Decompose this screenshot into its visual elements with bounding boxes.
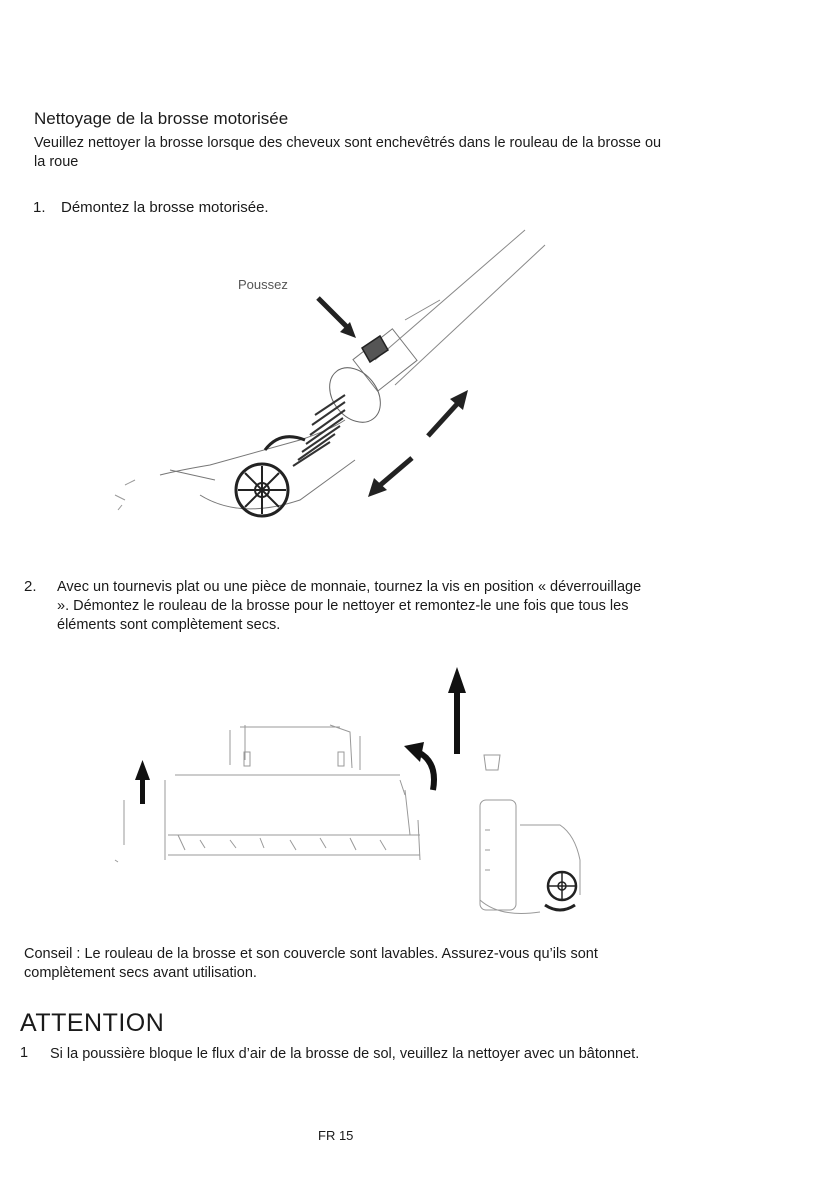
step-1-number: 1.	[33, 199, 46, 216]
page-number: FR 15	[318, 1128, 354, 1143]
section-title: Nettoyage de la brosse motorisée	[34, 109, 289, 128]
attention-item-number: 1	[20, 1045, 29, 1061]
push-callout: Poussez	[238, 277, 288, 292]
attention-item-text: Si la poussière bloque le flux d’air de la brosse de sol, veuillez la nettoyer avec un bâtonnet.	[50, 1046, 640, 1062]
step-1-text: Démontez la brosse motorisée.	[61, 199, 269, 216]
attention-heading: ATTENTION	[20, 1009, 165, 1037]
step-2-text: Avec un tournevis plat ou une pièce de monnaie, tournez la vis en position « déverrouillage ». Démontez le rouleau de la brosse pour le nettoyer et remontez-le une fois que tous les éléments sont complètement secs.	[57, 579, 642, 633]
step-2-number: 2.	[24, 578, 37, 595]
tip-text: Conseil : Le rouleau de la brosse et son couvercle sont lavables. Assurez-vous qu’ils sont complètement secs avant utilisation.	[24, 946, 598, 981]
section-intro: Veuillez nettoyer la brosse lorsque des cheveux sont enchevêtrés dans le rouleau de la brosse ou la roue	[34, 135, 662, 170]
